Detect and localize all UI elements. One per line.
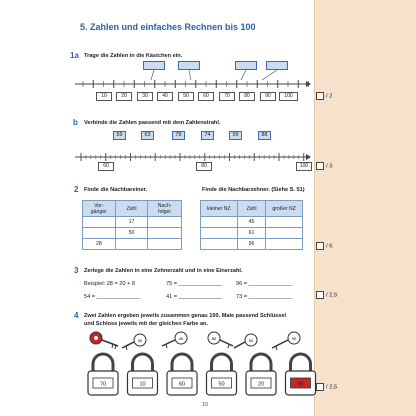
lock-label: 60 bbox=[178, 381, 186, 388]
lock-label: 70 bbox=[99, 381, 107, 388]
task-3-instruction: Zerlege die Zahlen in eine Zehnerzahl und in eine Einerzahl. bbox=[84, 268, 243, 274]
decompose-item[interactable]: 96 = ______________ bbox=[236, 281, 293, 287]
key-icon[interactable] bbox=[122, 334, 146, 350]
padlock-icon[interactable] bbox=[128, 354, 158, 395]
score-label: / 6 bbox=[326, 243, 333, 250]
table-cell: 17 bbox=[115, 217, 148, 228]
lock-label: 50 bbox=[218, 381, 225, 388]
task-1b-instruction: Verbinde die Zahlen passend mit dem Zahlenstrahl. bbox=[84, 120, 221, 126]
task-4-instruction-line2: und Schloss jeweils mit der gleichen Farbe an. bbox=[84, 321, 209, 327]
decompose-item[interactable]: 54 = ______________ bbox=[84, 294, 141, 300]
lock-label: 20 bbox=[257, 381, 265, 388]
task-2-instruction-right: Finde die Nachbarzehner. (Siehe S. 51) bbox=[202, 187, 305, 193]
number-card[interactable]: 99 bbox=[229, 131, 242, 140]
number-card[interactable]: 59 bbox=[113, 131, 126, 140]
svg-text:90: 90 bbox=[291, 336, 297, 341]
key-icon[interactable] bbox=[208, 332, 233, 348]
table-cell: 28 bbox=[83, 239, 116, 250]
padlock-icon[interactable] bbox=[246, 354, 276, 395]
svg-text:30: 30 bbox=[137, 338, 143, 343]
table-header: Zahl bbox=[115, 201, 148, 217]
tick-label: 20 bbox=[116, 92, 132, 101]
task-4-instruction-line1: Zwei Zahlen ergeben jeweils zusammen genau 100. Male passend Schlüssel bbox=[84, 313, 287, 319]
number-card[interactable]: 63 bbox=[141, 131, 154, 140]
task-number-1b: b bbox=[73, 118, 78, 127]
task-number-2: 2 bbox=[74, 185, 79, 194]
padlock-icon[interactable] bbox=[207, 354, 237, 395]
tick-label: 60 bbox=[198, 92, 214, 101]
table-cell: 96 bbox=[237, 239, 266, 250]
table-cell: 61 bbox=[237, 228, 266, 239]
number-card[interactable]: 74 bbox=[201, 131, 214, 140]
example-equation: Beispiel: 28 = 20 + 8 bbox=[84, 281, 136, 287]
table-header: Nach- folger bbox=[148, 201, 182, 217]
score-4 bbox=[316, 383, 337, 391]
lock-label: 90 bbox=[297, 381, 304, 388]
page-title: 5. Zahlen und einfaches Rechnen bis 100 bbox=[80, 22, 256, 32]
padlock-icon[interactable] bbox=[88, 354, 118, 395]
key-icon[interactable] bbox=[272, 332, 300, 350]
key-icon[interactable] bbox=[162, 332, 187, 348]
tick-label: 60 bbox=[98, 162, 114, 171]
lock-label: 10 bbox=[139, 381, 146, 388]
table-header: kleiner NZ bbox=[201, 201, 238, 217]
task-2-instruction-left: Finde die Nachbareiner. bbox=[84, 187, 148, 193]
score-label: / 2 bbox=[326, 93, 333, 100]
table-header: Vor- gänger bbox=[83, 201, 116, 217]
tick-label: 30 bbox=[137, 92, 153, 101]
svg-text:50: 50 bbox=[248, 338, 254, 343]
decompose-item[interactable]: 75 = ______________ bbox=[166, 281, 223, 287]
table-header: großer NZ bbox=[266, 201, 303, 217]
svg-text:40: 40 bbox=[178, 336, 184, 341]
padlock-icon[interactable] bbox=[286, 354, 316, 395]
tick-label: 80 bbox=[239, 92, 255, 101]
table-header: Zahl bbox=[237, 201, 266, 217]
score-label: / 2,5 bbox=[326, 384, 338, 391]
score-label: / 2,5 bbox=[326, 292, 338, 299]
decompose-item[interactable]: 41 = ______________ bbox=[166, 294, 223, 300]
padlock-icon[interactable] bbox=[167, 354, 197, 395]
number-card[interactable]: 88 bbox=[258, 131, 271, 140]
task-number-1a: 1a bbox=[70, 51, 79, 60]
score-checkbox[interactable] bbox=[316, 383, 324, 391]
tick-label: 100 bbox=[296, 162, 312, 171]
number-card[interactable]: 78 bbox=[172, 131, 185, 140]
tick-label: 40 bbox=[157, 92, 173, 101]
key-icon[interactable] bbox=[90, 332, 118, 349]
key-icon[interactable] bbox=[234, 334, 257, 348]
tick-label: 70 bbox=[219, 92, 235, 101]
svg-text:80: 80 bbox=[211, 336, 217, 341]
tick-label: 10 bbox=[96, 92, 112, 101]
tick-label: 50 bbox=[178, 92, 194, 101]
task-number-4: 4 bbox=[74, 311, 79, 320]
tick-label: 90 bbox=[260, 92, 276, 101]
table-cell: 45 bbox=[237, 217, 266, 228]
decompose-item[interactable]: 73 = ______________ bbox=[236, 294, 293, 300]
task-number-3: 3 bbox=[74, 266, 79, 275]
tick-label: 100 bbox=[279, 92, 298, 101]
page-number: 10 bbox=[202, 402, 209, 408]
task-1a-instruction: Trage die Zahlen in die Kästchen ein. bbox=[84, 53, 183, 59]
table-cell: 50 bbox=[115, 228, 148, 239]
score-label: / 3 bbox=[326, 163, 333, 170]
tick-label: 80 bbox=[196, 162, 212, 171]
